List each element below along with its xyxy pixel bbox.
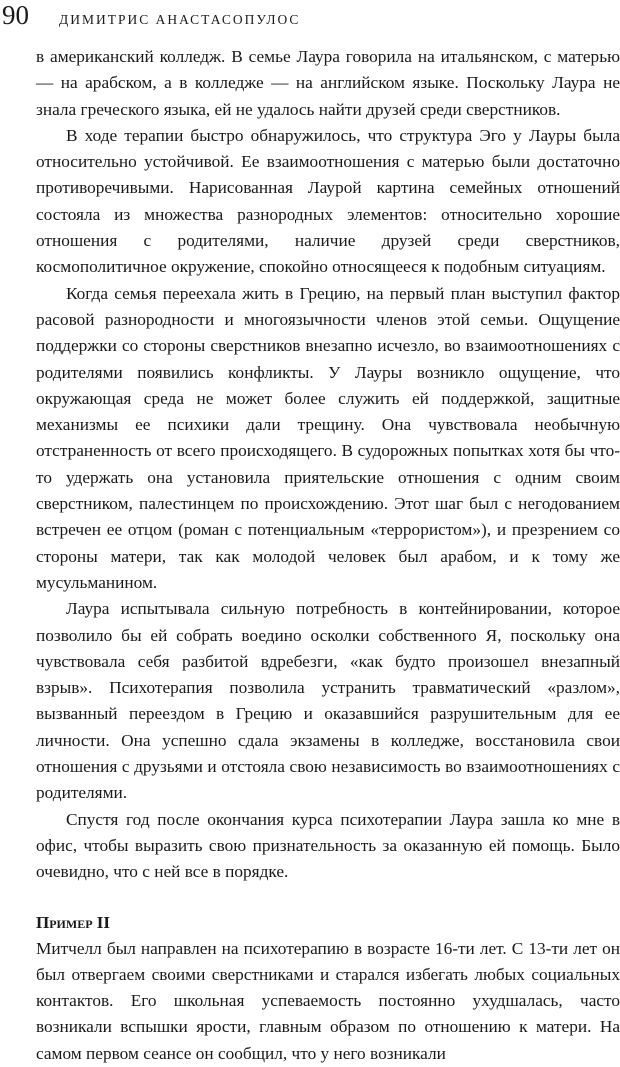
paragraph-1: в американский колледж. В семье Лаура говорила на итальянском, с матерью — на арабском, а в колледже — на английском языке. Поскольку Лаура не знала греческого языка, ей не удалось найти друзей среди сверстников. <box>36 47 620 119</box>
running-title: ДИМИТРИС АНАСТАСОПУЛОС <box>59 12 301 27</box>
page-number: 90 <box>2 0 29 30</box>
running-head <box>2 0 300 34</box>
section-heading: Пример II <box>36 912 111 932</box>
paragraph-4: Лаура испытывала сильную потребность в контейнировании, которое позволило бы ей собрать воедино осколки собственного Я, поскольку она чувствовала себя разбитой вдребезги, «как будто произошел внезапный взрыв». Психотерапия позволила устранить травматический «разлом», вызванный переездом в Грецию и оказавшийся разрушительным для ее личности. Она успешно сдала экзамены в колледже, восстановила свои отношения с друзьями и отстояла свою независимость во взаимоотношениях с родителями. <box>36 599 620 803</box>
paragraph-3: Когда семья переехала жить в Грецию, на первый план выступил фактор расовой разнородности и многоязычности членов этой семьи. Ощущение поддержки со стороны сверстников внезапно исчезло, во взаимоотношениях с родителями появились конфликты. У Лауры возникло ощущение, что окружающая среда не может более служить ей поддержкой, защитные механизмы ее психики дали трещину. Она чувствовала необычную отстраненность от всего происходящего. В судорожных попытках хотя бы что-то удержать она установила приятельские отношения с одним своим сверстником, палестинцем по происхождению. Этот шаг был с негодованием встречен ее отцом (роман с потенциальным «террористом»), и презрением со стороны матери, так как молодой человек был арабом, и к тому же мусульманином. <box>36 283 620 592</box>
paragraph-2: В ходе терапии быстро обнаружилось, что структура Эго у Лауры была относительно устойчивой. Ее взаимоотношения с матерью были достаточно противоречивыми. Нарисованная Лаурой картина семейных отношений состояла из множества разнородных элементов: относительно хорошие отношения с родителями, наличие друзей среди сверстников, космополитичное окружение, спокойно относящееся к подобным ситуациям. <box>36 125 620 277</box>
text-body <box>36 44 620 1067</box>
paragraph-5: Спустя год после окончания курса психотерапии Лаура зашла ко мне в офис, чтобы выразить свою признательность за оказанную ей помощь. Было очевидно, что с ней все в порядке. <box>36 809 620 882</box>
section-paragraph: Митчелл был направлен на психотерапию в возрасте 16-ти лет. С 13-ти лет он был отвергаем своими сверстниками и старался избегать любых социальных контактов. Его школьная успеваемость постоянно ухудшалась, часто возникали вспышки ярости, главным образом по отношению к матери. На самом первом сеансе он сообщил, что у него возникали <box>36 938 620 1063</box>
